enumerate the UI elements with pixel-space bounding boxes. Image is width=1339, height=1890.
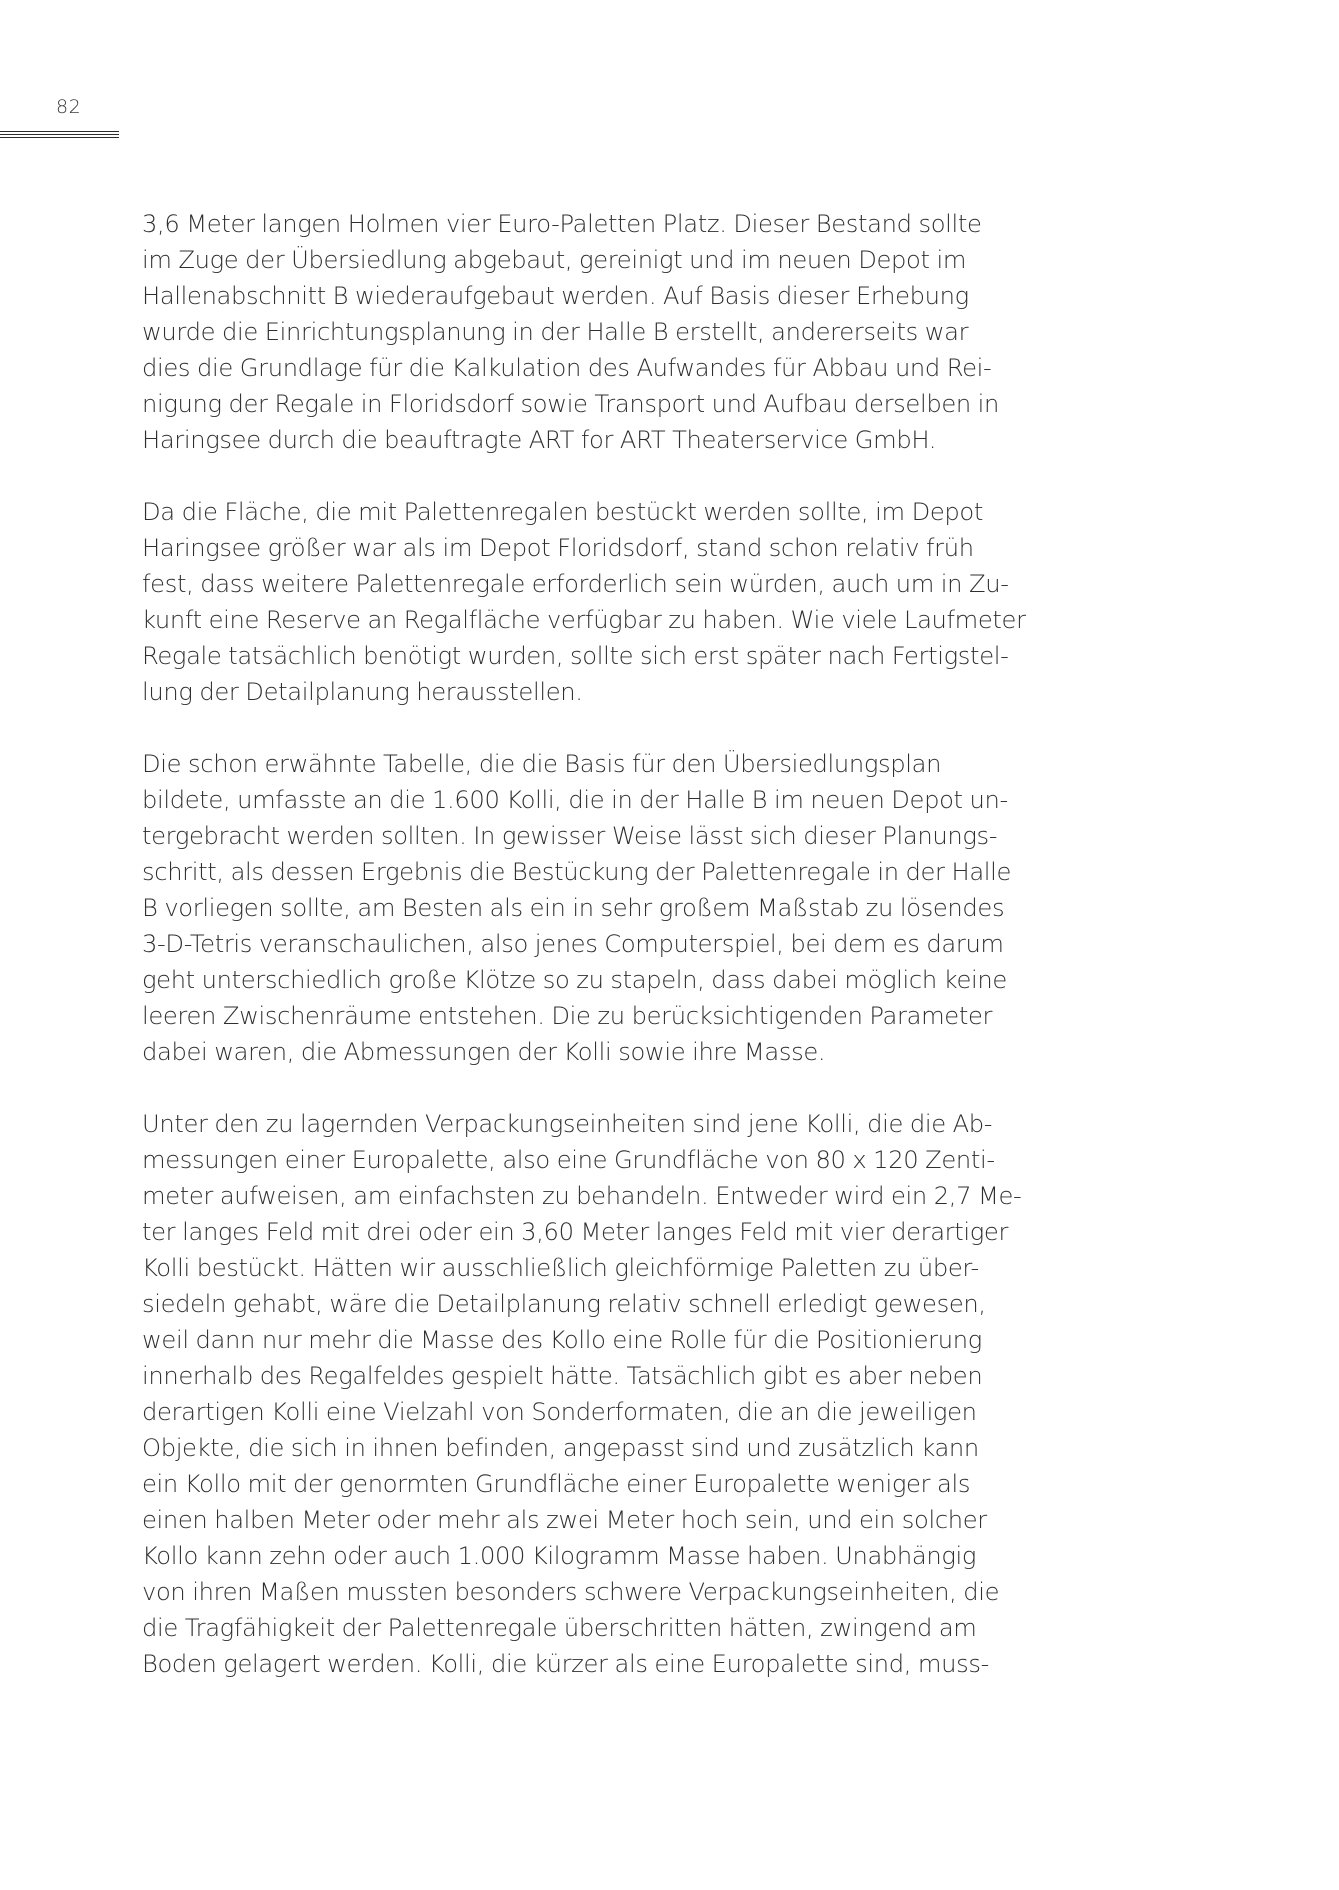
text-line: messungen einer Europalette, also eine Grundfläche von 80 x 120 Zenti- (142, 1146, 995, 1174)
text-line: bildete, umfasste an die 1.600 Kolli, die in der Halle B im neuen Depot un- (142, 786, 1008, 814)
text-line: Da die Fläche, die mit Palettenregalen bestückt werden sollte, im Depot (142, 498, 983, 526)
text-line: meter aufweisen, am einfachsten zu behandeln. Entweder wird ein 2,7 Me- (142, 1182, 1022, 1210)
text-line: siedeln gehabt, wäre die Detailplanung relativ schnell erledigt gewesen, (142, 1290, 986, 1318)
text-line: wurde die Einrichtungsplanung in der Halle B erstellt, andererseits war (142, 318, 969, 346)
text-line: die Tragfähigkeit der Palettenregale überschritten hätten, zwingend am (142, 1614, 977, 1642)
text-line: Boden gelagert werden. Kolli, die kürzer als eine Europalette sind, muss- (142, 1650, 989, 1678)
text-line: im Zuge der Übersiedlung abgebaut, gereinigt und im neuen Depot im (142, 246, 967, 274)
text-line: derartigen Kolli eine Vielzahl von Sonderformaten, die an die jeweiligen (142, 1398, 977, 1426)
text-line: 3-D-Tetris veranschaulichen, also jenes Computerspiel, bei dem es darum (142, 930, 1004, 958)
text-line: innerhalb des Regalfeldes gespielt hätte. Tatsächlich gibt es aber neben (142, 1362, 983, 1390)
text-line: von ihren Maßen mussten besonders schwere Verpackungseinheiten, die (142, 1578, 1000, 1606)
text-line: dies die Grundlage für die Kalkulation des Aufwandes für Abbau und Rei- (142, 354, 992, 382)
text-line: Die schon erwähnte Tabelle, die die Basis für den Übersiedlungsplan (142, 750, 942, 778)
text-line: dabei waren, die Abmessungen der Kolli sowie ihre Masse. (142, 1038, 826, 1066)
text-line: weil dann nur mehr die Masse des Kollo eine Rolle für die Positionierung (142, 1326, 982, 1354)
text-line: kunft eine Reserve an Regalfläche verfügbar zu haben. Wie viele Laufmeter (142, 606, 1026, 634)
paragraph-2 (142, 494, 1042, 710)
text-line: ein Kollo mit der genormten Grundfläche einer Europalette weniger als (142, 1470, 971, 1498)
text-line: tergebracht werden sollten. In gewisser Weise lässt sich dieser Planungs- (142, 822, 998, 850)
header-rule-top (0, 131, 119, 132)
page-number: 82 (56, 96, 82, 118)
body-text (142, 206, 1042, 1718)
text-line: Regale tatsächlich benötigt wurden, sollte sich erst später nach Fertigstel- (142, 642, 1009, 670)
text-line: Haringsee durch die beauftragte ART for ART Theaterservice GmbH. (142, 426, 937, 454)
text-line: fest, dass weitere Palettenregale erforderlich sein würden, auch um in Zu- (142, 570, 1009, 598)
text-line: einen halben Meter oder mehr als zwei Meter hoch sein, und ein solcher (142, 1506, 987, 1534)
text-line: Kollo kann zehn oder auch 1.000 Kilogramm Masse haben. Unabhängig (142, 1542, 977, 1570)
text-line: leeren Zwischenräume entstehen. Die zu berücksichtigenden Parameter (142, 1002, 993, 1030)
text-line: nigung der Regale in Floridsdorf sowie Transport und Aufbau derselben in (142, 390, 1000, 418)
text-line: Unter den zu lagernden Verpackungseinheiten sind jene Kolli, die die Ab- (142, 1110, 993, 1138)
header-rule-bottom (0, 137, 119, 138)
text-line: B vorliegen sollte, am Besten als ein in sehr großem Maßstab zu lösendes (142, 894, 1005, 922)
paragraph-3 (142, 746, 1042, 1070)
text-line: 3,6 Meter langen Holmen vier Euro-Paletten Platz. Dieser Bestand sollte (142, 210, 982, 238)
text-line: Haringsee größer war als im Depot Floridsdorf, stand schon relativ früh (142, 534, 974, 562)
text-line: Hallenabschnitt B wiederaufgebaut werden. Auf Basis dieser Erhebung (142, 282, 969, 310)
header-rule-middle (0, 134, 119, 135)
text-line: Kolli bestückt. Hätten wir ausschließlich gleichförmige Paletten zu über- (142, 1254, 979, 1282)
text-line: lung der Detailplanung herausstellen. (142, 678, 583, 706)
text-line: geht unterschiedlich große Klötze so zu stapeln, dass dabei möglich keine (142, 966, 1007, 994)
paragraph-4 (142, 1106, 1042, 1682)
text-line: ter langes Feld mit drei oder ein 3,60 Meter langes Feld mit vier derartiger (142, 1218, 1009, 1246)
text-line: Objekte, die sich in ihnen befinden, angepasst sind und zusätzlich kann (142, 1434, 979, 1462)
paragraph-1 (142, 206, 1042, 458)
text-line: schritt, als dessen Ergebnis die Bestückung der Palettenregale in der Halle (142, 858, 1012, 886)
